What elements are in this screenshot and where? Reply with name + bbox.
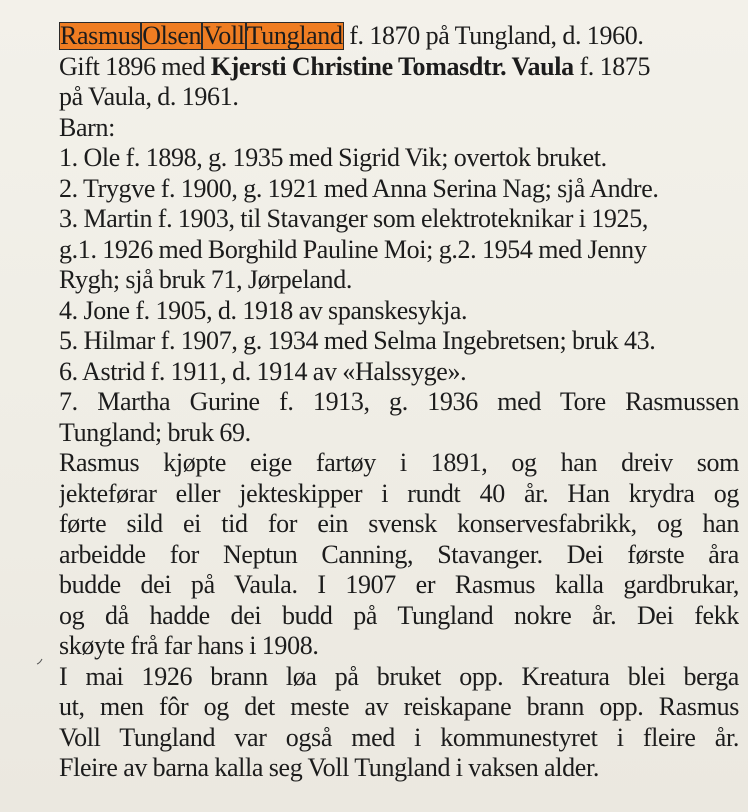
text-line-3: på Vaula, d. 1961.: [59, 82, 239, 111]
paragraph-1-line-7: skøyte frå far hans i 1908.: [59, 631, 319, 660]
child-entry-7: 7. Martha Gurine f. 1913, g. 1936 med Tore Rasmussen: [59, 387, 739, 416]
pen-mark: [36, 656, 46, 666]
marriage-prefix: Gift 1896 med: [59, 51, 211, 81]
highlight-word-tungland: Tungland: [246, 21, 343, 50]
paragraph-1-line-1: Rasmus kjøpte eige fartøy i 1891, og han dreiv som: [59, 448, 739, 477]
child-entry-1: 1. Ole f. 1898, g. 1935 med Sigrid Vik; overtok bruket.: [59, 143, 607, 172]
paragraph-2-line-1: I mai 1926 brann løa på bruket opp. Kreatura blei berga: [59, 661, 739, 691]
line-1-rest: f. 1870 på Tungland, d. 1960.: [343, 21, 644, 50]
child-entry-7-cont: Tungland; bruk 69.: [59, 417, 251, 447]
genealogy-text: [59, 21, 739, 784]
paragraph-2-line-3: Voll Tungland var også med i kommunestyret i fleire år.: [59, 722, 739, 752]
child-entry-3-cont: g.1. 1926 med Borghild Pauline Moi; g.2. 1954 med Jenny: [59, 234, 647, 264]
child-entry-5: 5. Hilmar f. 1907, g. 1934 med Selma Ingebretsen; bruk 43.: [59, 326, 656, 355]
text-line-2: [59, 52, 739, 83]
highlight-word-rasmus: Rasmus: [60, 21, 141, 50]
child-entry-6: 6. Astrid f. 1911, d. 1914 av «Halssyge».: [59, 356, 467, 386]
children-heading: Barn:: [59, 112, 116, 142]
child-entry-4: 4. Jone f. 1905, d. 1918 av spanskesykja.: [59, 295, 468, 325]
text-line-1: [59, 21, 739, 52]
paragraph-1-line-4: arbeidde for Neptun Canning, Stavanger. Dei første åra: [59, 539, 739, 569]
paragraph-2-line-4: Fleire av barna kalla seg Voll Tungland i vaksen alder.: [59, 753, 599, 782]
spouse-birth: f. 1875: [573, 51, 651, 81]
child-entry-3-cont2: Rygh; sjå bruk 71, Jørpeland.: [59, 265, 352, 294]
paragraph-2-line-2: ut, men fôr og det meste av reiskapane brann opp. Rasmus: [59, 692, 739, 721]
child-entry-2: 2. Trygve f. 1900, g. 1921 med Anna Serina Nag; sjå Andre.: [59, 173, 659, 203]
highlight-word-voll: Voll: [203, 21, 245, 50]
paragraph-1-line-5: budde dei på Vaula. I 1907 er Rasmus kalla gardbrukar,: [59, 570, 739, 599]
paragraph-1-line-3: førte sild ei tid for ein svensk konservesfabrikk, og han: [59, 509, 739, 538]
child-entry-3: 3. Martin f. 1903, til Stavanger som elektroteknikar i 1925,: [59, 204, 648, 233]
paragraph-1-line-2: jekteførar eller jekteskipper i rundt 40 år. Han krydra og: [59, 478, 739, 508]
highlight-word-olsen: Olsen: [142, 21, 202, 50]
paragraph-1-line-6: og då hadde dei budd på Tungland nokre år. Dei fekk: [59, 600, 739, 630]
spouse-name: Kjersti Christine Tomasdtr. Vaula: [210, 51, 574, 81]
